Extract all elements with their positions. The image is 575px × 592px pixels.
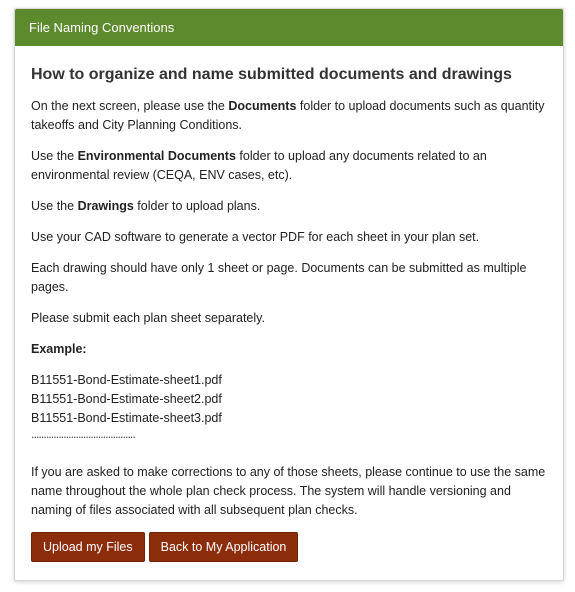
- example-filename: B11551-Bond-Estimate-sheet3.pdf: [31, 411, 222, 425]
- upload-files-button[interactable]: Upload my Files: [31, 532, 145, 562]
- back-to-application-button[interactable]: Back to My Application: [149, 532, 299, 562]
- documents-folder-name: Documents: [228, 99, 297, 113]
- documents-instruction-text-end: folder to upload documents such as quantity takeoffs and City Planning Conditions.: [31, 99, 545, 132]
- example-ellipsis: ..........................................: [31, 427, 135, 441]
- example-filename: B11551-Bond-Estimate-sheet2.pdf: [31, 392, 222, 406]
- environmental-folder-name: Environmental Documents: [77, 149, 236, 163]
- example-filename: B11551-Bond-Estimate-sheet1.pdf: [31, 373, 222, 387]
- button-row: [31, 532, 547, 562]
- drawings-instruction-text: Use the: [31, 199, 78, 213]
- example-label: Example:: [31, 342, 87, 356]
- sheet-instruction: Each drawing should have only 1 sheet or page. Documents can be submitted as multiple pages.: [31, 261, 527, 294]
- environmental-instruction: [31, 147, 547, 185]
- cad-instruction: Use your CAD software to generate a vector PDF for each sheet in your plan set.: [31, 230, 480, 244]
- environmental-instruction-text: Use the: [31, 149, 78, 163]
- file-naming-panel: [14, 8, 564, 581]
- corrections-instruction: If you are asked to make corrections to any of those sheets, please continue to use the same name throughout the whole plan check process. The system will handle versioning and naming of files associated with all subsequent plan checks.: [31, 465, 546, 517]
- drawings-instruction-text-end: folder to upload plans.: [133, 199, 261, 213]
- panel-header: File Naming Conventions: [15, 9, 563, 46]
- separate-instruction: Please submit each plan sheet separately.: [31, 311, 265, 325]
- panel-body: [15, 46, 563, 562]
- documents-instruction-text: On the next screen, please use the: [31, 99, 229, 113]
- drawings-folder-name: Drawings: [77, 199, 134, 213]
- documents-instruction: [31, 97, 547, 135]
- section-heading: How to organize and name submitted documents and drawings: [31, 66, 512, 83]
- example-list: [31, 371, 547, 439]
- environmental-instruction-text-end: folder to upload any documents related to an environmental review (CEQA, ENV cases, etc).: [31, 149, 487, 182]
- spacer: [31, 451, 547, 463]
- drawings-instruction: [31, 197, 547, 216]
